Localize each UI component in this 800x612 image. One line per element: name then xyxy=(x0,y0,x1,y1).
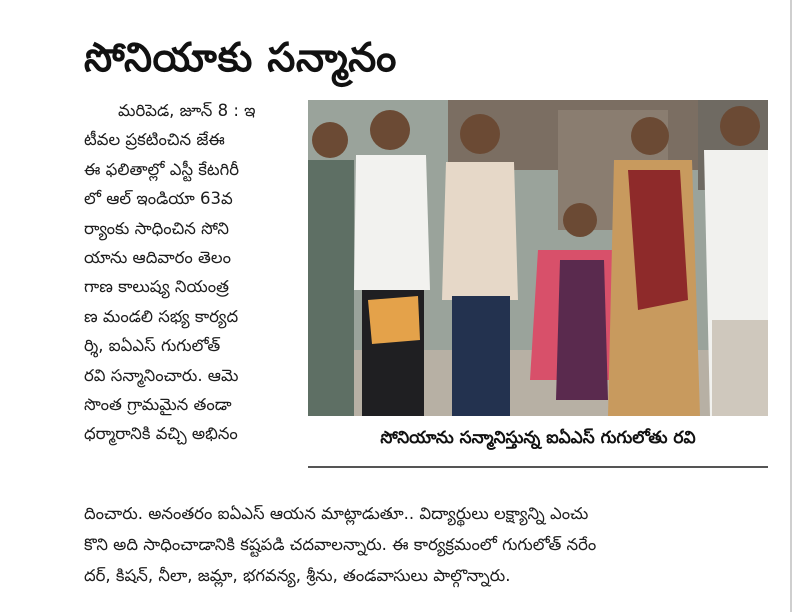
body-line: లో ఆల్ ఇండియా 63వ xyxy=(84,189,233,209)
body-line: ర్శి, ఐఏఎస్ గుగులోత్ xyxy=(84,336,221,356)
body-line: ఈ ఫలితాల్లో ఎస్టీ కేటగిరీ xyxy=(84,159,240,179)
body-line: కొని అది సాధించాడానికి కష్టపడి చదవాలన్నారు. ఈ కార్యక్రమంలో గుగులోత్ నరేం xyxy=(84,535,597,554)
body-line: ణ మండలి సభ్య కార్యద xyxy=(84,306,239,326)
page-edge-rule xyxy=(790,0,792,612)
body-line: దర్, కిషన్, నీలా, జమ్లా, భగవన్య, శ్రీను, తండవాసులు పాల్గొన్నారు. xyxy=(84,566,511,585)
body-line: ధర్మారానికి వచ్చి అభినం xyxy=(84,424,238,444)
body-line: టీవల ప్రకటించిన జేఈ xyxy=(84,130,225,150)
caption-rule xyxy=(308,466,768,468)
news-photo xyxy=(308,100,768,416)
body-line: మరిపెడ, జూన్ 8 : ఇ xyxy=(118,101,256,120)
article-body-column xyxy=(84,96,300,449)
body-line: ర్యాంకు సాధించిన సోని xyxy=(84,218,229,238)
article-headline: సోనియాకు సన్మానం xyxy=(84,35,397,81)
body-line: దించారు. అనంతరం ఐఏఎస్ ఆయన మాట్లాడుతూ.. విద్యార్థులు లక్ష్యాన్ని ఎంచు xyxy=(84,504,589,523)
body-line: యాను ఆదివారం తెలం xyxy=(84,247,231,267)
body-line: సొంత గ్రామమైన తండా xyxy=(84,394,232,414)
photo-caption: సోనియాను సన్మానిస్తున్న ఐఏఎస్ గుగులోతు రవి xyxy=(380,428,696,448)
article-body-full-width xyxy=(84,498,774,591)
body-line: గాణ కాలుష్య నియంత్ర xyxy=(84,277,229,297)
body-line: రవి సన్మానించారు. ఆమె xyxy=(84,365,239,385)
